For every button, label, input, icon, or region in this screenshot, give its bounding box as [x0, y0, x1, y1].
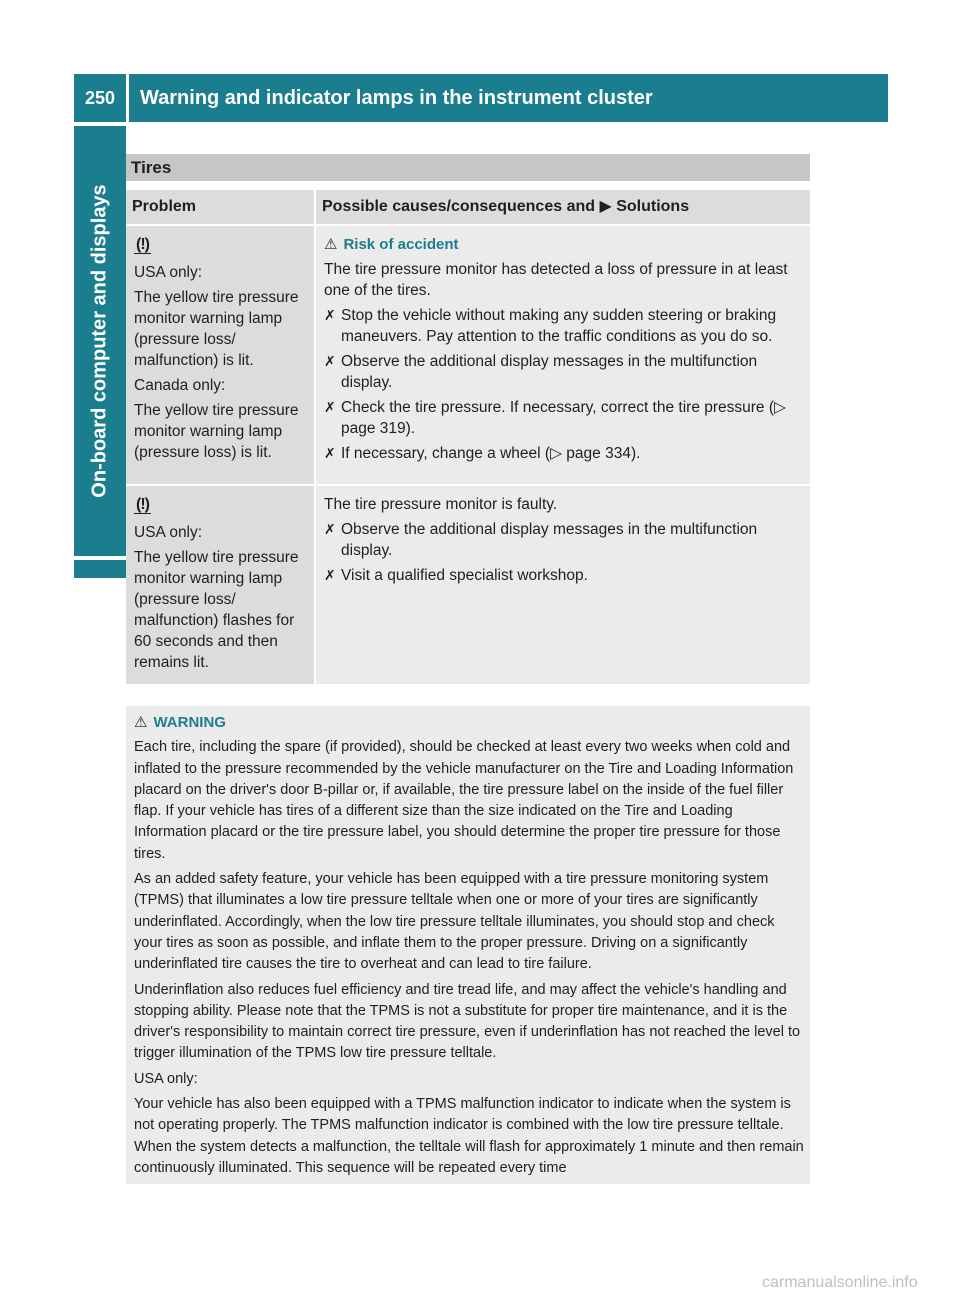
step-marker-icon: ✗ — [324, 353, 336, 369]
page-title: Warning and indicator lamps in the instrument cluster — [140, 87, 653, 109]
warning-paragraph: As an added safety feature, your vehicle has been equipped with a tire pressure monitoring system (TPMS) that illuminates a low tire pressure telltale when one or more of your tires are significantly underinflated. Accordingly, when the low tire pressure telltale illuminates, you should stop and check your tires as soon as possible, and inflate them to the proper pressure. Driving on a significantly underinflated tire causes the tire to overheat and can lead to tire failure. — [134, 871, 775, 973]
side-tab-marker — [74, 560, 126, 578]
solution-step — [324, 443, 804, 464]
step-text: If necessary, change a wheel (▷ page 334). — [341, 445, 641, 462]
table-row-2-solution — [316, 486, 810, 684]
step-text: Check the tire pressure. If necessary, correct the tire pressure (▷ page 319). — [341, 399, 786, 437]
warning-paragraph: Your vehicle has also been equipped with a TPMS malfunction indicator to indicate when the system is not operating properly. The TPMS malfunction indicator is combined with the low tire pressure telltale. When the system detects a malfunction, the telltale will flash for approximately 1 minute and then remain continuously illuminated. This sequence will be repeated every time — [134, 1096, 804, 1176]
table-row-1-problem — [126, 226, 314, 484]
table-row-2-problem — [126, 486, 314, 684]
warning-triangle-icon: ⚠ — [134, 714, 148, 731]
watermark-url: carmanualsonline.info — [762, 1274, 918, 1291]
table-row-1-solution — [316, 226, 810, 484]
step-marker-icon: ✗ — [324, 521, 336, 537]
warning-box — [126, 706, 810, 1184]
step-marker-icon: ✗ — [324, 399, 336, 415]
section-label: On-board computer and displays — [88, 184, 111, 498]
solution-step — [324, 397, 804, 439]
solution-step — [324, 351, 804, 393]
column-header-problem: Problem — [126, 190, 314, 224]
solution-intro: The tire pressure monitor has detected a loss of pressure in at least one of the tires. — [324, 261, 788, 299]
page-number: 250 — [84, 88, 116, 108]
solution-intro: The tire pressure monitor is faulty. — [324, 496, 558, 513]
problem-text: USA only: — [134, 524, 203, 541]
tire-pressure-warning-icon: (!) — [136, 236, 149, 253]
problem-text: The yellow tire pressure monitor warning lamp (pressure loss/ malfunction) is lit. — [134, 289, 299, 369]
step-text: Stop the vehicle without making any sudden steering or braking maneuvers. Pay attention to the traffic conditions as you do so. — [341, 307, 777, 345]
warning-paragraph: Underinflation also reduces fuel efficiency and tire tread life, and may affect the vehicle's handling and stopping ability. Please note that the TPMS is not a substitute for proper tire maintenance, and it is the driver's responsibility to maintain correct tire pressure, even if underinflation has not reached the level to trigger illumination of the TPMS low tire pressure telltale. — [134, 981, 801, 1062]
solution-step — [324, 519, 804, 561]
warning-paragraph: USA only: — [134, 1070, 198, 1087]
step-text: Visit a qualified specialist workshop. — [341, 567, 588, 584]
step-marker-icon: ✗ — [324, 307, 336, 323]
header-divider — [126, 74, 129, 122]
warning-heading — [134, 712, 804, 733]
step-text: Observe the additional display messages in the multifunction display. — [341, 353, 758, 391]
problem-text: USA only: — [134, 264, 203, 281]
solution-step — [324, 305, 804, 347]
problem-text: Canada only: — [134, 377, 226, 394]
warning-triangle-icon: ⚠ — [324, 236, 338, 253]
tire-pressure-warning-icon: (!) — [136, 496, 149, 513]
warning-paragraph: Each tire, including the spare (if provided), should be checked at least every two weeks when cold and inflated to the pressure recommended by the vehicle manufacturer on the Tire and Loading Information placard on the driver's door B-pillar or, if available, the tire pressure label on the inside of the fuel filler flap. If your vehicle has tires of a different size than the size indicated on the Tire and Loading Information placard or the tire pressure label, you should determine the proper tire pressure for those tires. — [134, 739, 794, 862]
column-header-solutions: Possible causes/consequences and ▶ Solutions — [316, 190, 810, 224]
warning-label: WARNING — [153, 714, 226, 731]
step-marker-icon: ✗ — [324, 445, 336, 461]
risk-heading — [324, 234, 804, 255]
solution-step — [324, 565, 804, 586]
step-marker-icon: ✗ — [324, 567, 336, 583]
risk-label: Risk of accident — [343, 236, 459, 253]
step-text: Observe the additional display messages in the multifunction display. — [341, 521, 758, 559]
problem-text: The yellow tire pressure monitor warning lamp (pressure loss) is lit. — [134, 402, 299, 461]
table-title: Tires — [126, 154, 810, 181]
problem-text: The yellow tire pressure monitor warning lamp (pressure loss/ malfunction) flashes for 60 seconds and then remains lit. — [134, 549, 299, 671]
